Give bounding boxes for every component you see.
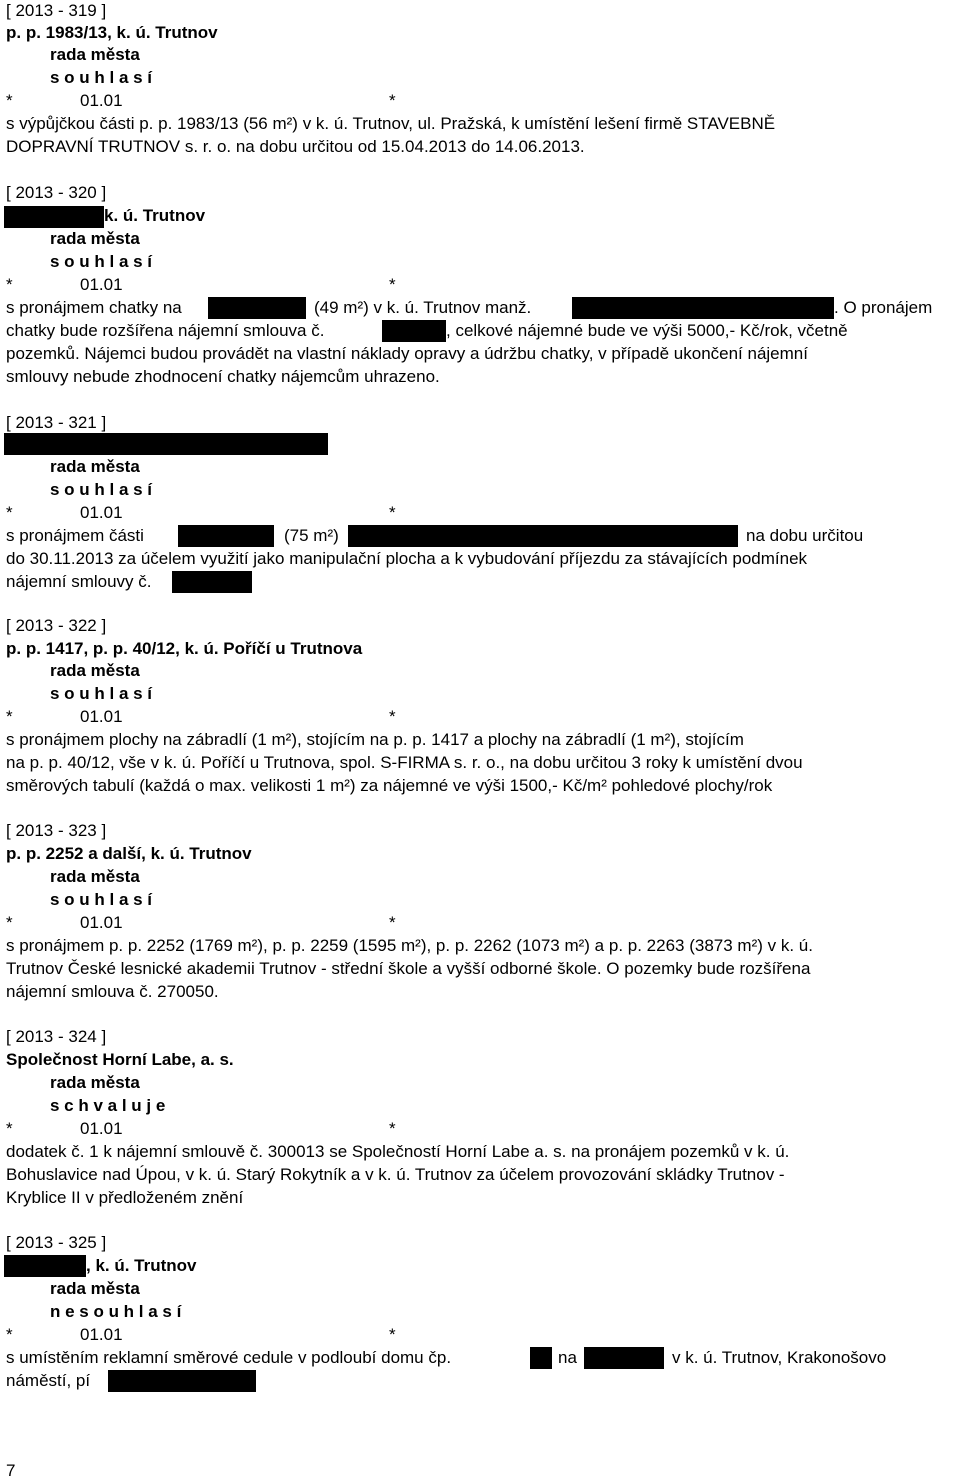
resolution-text: Trutnov České lesnické akademii Trutnov - střední škole a vyšší odborné škole. O pozemky bude rozšířena: [6, 959, 811, 978]
star: *: [6, 275, 13, 294]
resolution-subject: Společnost Horní Labe, a. s.: [6, 1050, 234, 1069]
resolution-text: dodatek č. 1 k nájemní smlouvě č. 300013 se Společností Horní Labe a. s. na pronájem pozemků v k. ú.: [6, 1142, 790, 1161]
redaction-block: [572, 297, 834, 319]
item-number: 01.01: [80, 707, 123, 726]
redaction-block: [348, 525, 738, 547]
council-label: rada města: [50, 457, 140, 476]
item-number: 01.01: [80, 1119, 123, 1138]
resolution-text: , celkové nájemné bude ve výši 5000,- Kč/rok, včetně: [446, 321, 848, 340]
star: *: [389, 1325, 396, 1344]
council-label: rada města: [50, 661, 140, 680]
star: *: [389, 503, 396, 522]
redaction-block: [4, 1255, 86, 1277]
resolution-text: pozemků. Nájemci budou provádět na vlastní náklady opravy a údržbu chatky, v případě ukončení nájemní: [6, 344, 808, 363]
verdict: s o u h l a s í: [50, 890, 153, 909]
item-line: [6, 706, 396, 728]
item-number: 01.01: [80, 275, 123, 294]
star: *: [6, 503, 13, 522]
item-line: [6, 502, 396, 524]
resolution-ref: [ 2013 - 320 ]: [6, 183, 107, 202]
item-line: [6, 912, 396, 934]
resolution-text: DOPRAVNÍ TRUTNOV s. r. o. na dobu určitou od 15.04.2013 do 14.06.2013.: [6, 137, 585, 156]
resolution-text: s pronájmem části: [6, 526, 144, 545]
item-line: [6, 1324, 396, 1346]
resolution-text: na dobu určitou: [746, 526, 864, 545]
redaction-block: [208, 297, 306, 319]
verdict: n e s o u h l a s í: [50, 1302, 182, 1321]
resolution-subject: p. p. 1417, p. p. 40/12, k. ú. Poříčí u Trutnova: [6, 639, 363, 658]
redaction-block: [178, 525, 274, 547]
item-number: 01.01: [80, 503, 123, 522]
verdict: s o u h l a s í: [50, 68, 153, 87]
resolution-ref: [ 2013 - 322 ]: [6, 616, 107, 635]
resolution-text: do 30.11.2013 za účelem využití jako manipulační plocha a k vybudování příjezdu za stávajících podmínek: [6, 549, 808, 568]
star: *: [6, 91, 13, 110]
council-label: rada města: [50, 1073, 140, 1092]
item-line: [6, 274, 396, 296]
item-number: 01.01: [80, 913, 123, 932]
resolution-text: smlouvy nebude zhodnocení chatky nájemcům uhrazeno.: [6, 367, 440, 386]
resolution-text: (75 m²): [284, 526, 339, 545]
redaction-block: [4, 433, 328, 455]
resolution-ref: [ 2013 - 321 ]: [6, 413, 107, 432]
resolution-text: s výpůjčkou části p. p. 1983/13 (56 m²) v k. ú. Trutnov, ul. Pražská, k umístění lešení firmě STAVEBNĚ: [6, 114, 776, 133]
resolution-text: směrových tabulí (každá o max. velikosti 1 m²) za nájemné ve výši 1500,- Kč/m² pohledové plochy/rok: [6, 776, 773, 795]
star: *: [6, 1119, 13, 1138]
resolution-text: nájemní smlouvy č.: [6, 572, 152, 591]
resolution-text: chatky bude rozšířena nájemní smlouva č.: [6, 321, 325, 340]
redaction-block: [382, 320, 446, 342]
redaction-block: [4, 206, 104, 228]
council-label: rada města: [50, 867, 140, 886]
resolution-text: s pronájmem p. p. 2252 (1769 m²), p. p. 2259 (1595 m²), p. p. 2262 (1073 m²) a p. p. 2263 (3873 m²) v k. ú.: [6, 936, 813, 955]
resolution-subject: k. ú. Trutnov: [104, 206, 206, 225]
star: *: [6, 1325, 13, 1344]
resolution-text: Bohuslavice nad Úpou, v k. ú. Starý Rokytník a v k. ú. Trutnov za účelem provozování skládky Trutnov -: [6, 1165, 785, 1184]
resolution-subject: p. p. 1983/13, k. ú. Trutnov: [6, 23, 218, 42]
council-label: rada města: [50, 1279, 140, 1298]
resolution-subject: p. p. 2252 a další, k. ú. Trutnov: [6, 844, 252, 863]
council-label: rada města: [50, 45, 140, 64]
redaction-block: [172, 571, 252, 593]
resolution-text: náměstí, pí: [6, 1371, 91, 1390]
resolution-text: s pronájmem plochy na zábradlí (1 m²), stojícím na p. p. 1417 a plochy na zábradlí (1 m²), stojícím: [6, 730, 744, 749]
item-number: 01.01: [80, 1325, 123, 1344]
resolution-ref: [ 2013 - 319 ]: [6, 1, 107, 20]
verdict: s o u h l a s í: [50, 252, 153, 271]
resolution-text: Kryblice II v předloženém znění: [6, 1188, 244, 1207]
star: *: [389, 275, 396, 294]
resolution-ref: [ 2013 - 325 ]: [6, 1233, 107, 1252]
resolution-subject: , k. ú. Trutnov: [86, 1256, 197, 1275]
resolution-text: . O pronájem: [834, 298, 933, 317]
star: *: [389, 913, 396, 932]
star: *: [389, 1119, 396, 1138]
redaction-block: [584, 1347, 664, 1369]
item-line: [6, 90, 396, 112]
verdict: s c h v a l u j e: [50, 1096, 166, 1115]
resolution-ref: [ 2013 - 324 ]: [6, 1027, 107, 1046]
star: *: [6, 913, 13, 932]
redaction-block: [108, 1370, 256, 1392]
resolution-text: s umístěním reklamní směrové cedule v podloubí domu čp.: [6, 1348, 452, 1367]
council-label: rada města: [50, 229, 140, 248]
redaction-block: [530, 1347, 552, 1369]
resolution-text: na p. p. 40/12, vše v k. ú. Poříčí u Trutnova, spol. S-FIRMA s. r. o., na dobu určitou 3 roky k umístění dvou: [6, 753, 803, 772]
star: *: [6, 707, 13, 726]
resolution-text: (49 m²) v k. ú. Trutnov manž.: [314, 298, 532, 317]
item-number: 01.01: [80, 91, 123, 110]
item-line: [6, 1118, 396, 1140]
resolution-text: na: [558, 1348, 577, 1367]
resolution-text: s pronájmem chatky na: [6, 298, 182, 317]
star: *: [389, 707, 396, 726]
verdict: s o u h l a s í: [50, 684, 153, 703]
resolution-text: nájemní smlouva č. 270050.: [6, 982, 219, 1001]
resolution-text: v k. ú. Trutnov, Krakonošovo: [672, 1348, 887, 1367]
verdict: s o u h l a s í: [50, 480, 153, 499]
resolution-ref: [ 2013 - 323 ]: [6, 821, 107, 840]
star: *: [389, 91, 396, 110]
page-number: 7: [6, 1461, 16, 1480]
